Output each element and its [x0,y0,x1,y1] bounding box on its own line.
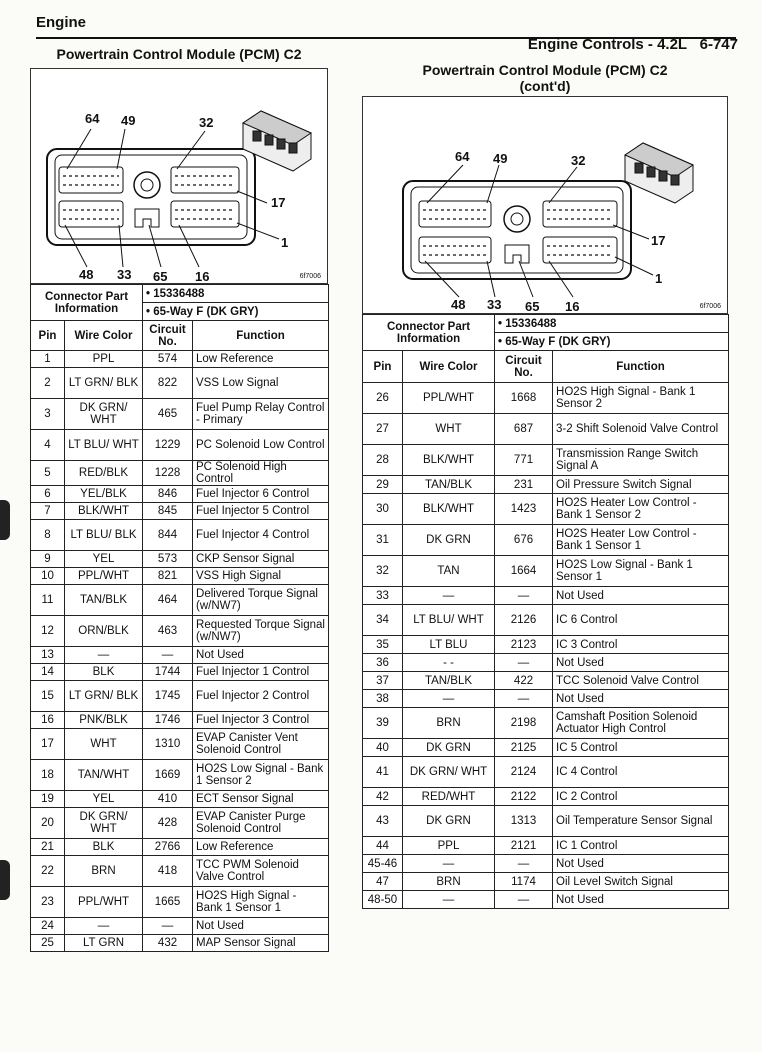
wire-color-cell: PPL/WHT [403,383,495,414]
right-title-cont: (cont'd) [519,78,571,94]
circuit-number-cell: 821 [143,568,193,585]
right-pin-rows [363,383,729,909]
table-row [363,414,729,445]
wire-color-cell: DK GRN [403,806,495,837]
pin-cell: 4 [31,430,65,461]
function-cell: IC 3 Control [553,636,729,654]
wire-color-cell: BLK/WHT [403,445,495,476]
connector-info-label: Connector Part Information [31,285,143,321]
table-row [363,587,729,605]
connector-drawing [31,69,328,283]
pin-cell: 3 [31,399,65,430]
right-panel [362,62,728,909]
table-row [31,918,329,935]
circuit-number-cell: 231 [495,476,553,494]
wire-color-cell: BLK/WHT [403,494,495,525]
table-row [31,887,329,918]
circuit-number-cell: — [495,891,553,909]
binding-mark [0,860,10,900]
pin-label-65: 65 [153,269,168,284]
pin-cell: 12 [31,616,65,647]
pin-cell: 6 [31,486,65,503]
connector-description: • 65-Way F (DK GRY) [143,303,329,321]
pin-cell: 7 [31,503,65,520]
circuit-number-cell: — [495,587,553,605]
function-cell: Not Used [193,918,329,935]
circuit-number-cell: 2124 [495,757,553,788]
col-header-function: Function [553,351,729,383]
pin-cell: 40 [363,739,403,757]
function-cell: Oil Pressure Switch Signal [553,476,729,494]
wire-color-cell: — [403,891,495,909]
pin-cell: 21 [31,839,65,856]
function-cell: IC 2 Control [553,788,729,806]
function-cell: Low Reference [193,351,329,368]
table-row [363,855,729,873]
pin-cell: 29 [363,476,403,494]
table-row [363,525,729,556]
wire-color-cell: LT GRN/ BLK [65,368,143,399]
function-cell: Not Used [553,587,729,605]
table-row [31,585,329,616]
table-row [31,647,329,664]
pin-label-64: 64 [455,149,470,164]
right-connector-diagram [362,96,728,314]
header-title: Engine Controls - 4.2L [527,36,688,53]
circuit-number-cell: 687 [495,414,553,445]
table-row [363,636,729,654]
table-row [31,856,329,887]
table-row [363,873,729,891]
function-cell: Fuel Injector 4 Control [193,520,329,551]
pin-cell: 23 [31,887,65,918]
function-cell: Fuel Injector 1 Control [193,664,329,681]
function-cell: IC 5 Control [553,739,729,757]
table-row [363,837,729,855]
wire-color-cell: YEL/BLK [65,486,143,503]
table-row [31,760,329,791]
circuit-number-cell: 574 [143,351,193,368]
wire-color-cell: YEL [65,551,143,568]
table-row [31,430,329,461]
pin-cell: 31 [363,525,403,556]
binding-mark [0,500,10,540]
wire-color-cell: PPL/WHT [65,568,143,585]
circuit-number-cell: 422 [495,672,553,690]
function-cell: EVAP Canister Vent Solenoid Control [193,729,329,760]
pin-cell: 38 [363,690,403,708]
page-header [528,36,738,53]
function-cell: Fuel Pump Relay Control - Primary [193,399,329,430]
pin-cell: 36 [363,654,403,672]
pin-label-17: 17 [651,233,666,248]
function-cell: Oil Temperature Sensor Signal [553,806,729,837]
circuit-number-cell: 2125 [495,739,553,757]
function-cell: 3-2 Shift Solenoid Valve Control [553,414,729,445]
pin-cell: 43 [363,806,403,837]
connector-description: • 65-Way F (DK GRY) [495,333,729,351]
wire-color-cell: DK GRN/ WHT [65,808,143,839]
col-header-function: Function [193,321,329,351]
pin-cell: 41 [363,757,403,788]
pin-cell: 1 [31,351,65,368]
wire-color-cell: WHT [403,414,495,445]
right-connector-info [363,315,729,383]
wire-color-cell: — [65,918,143,935]
pin-label-65: 65 [525,299,540,314]
pin-label-16: 16 [195,269,210,284]
connector-info-label: Connector Part Information [363,315,495,351]
pin-cell: 33 [363,587,403,605]
pin-label-48: 48 [79,267,94,282]
circuit-number-cell: 1744 [143,664,193,681]
circuit-number-cell: 844 [143,520,193,551]
table-row [31,681,329,712]
pin-cell: 15 [31,681,65,712]
wire-color-cell: — [403,587,495,605]
wire-color-cell: LT BLU/ WHT [65,430,143,461]
pin-cell: 22 [31,856,65,887]
function-cell: Not Used [553,690,729,708]
circuit-number-cell: — [495,855,553,873]
function-cell: Oil Level Switch Signal [553,873,729,891]
wire-color-cell: - - [403,654,495,672]
pin-label-49: 49 [121,113,136,128]
pin-cell: 17 [31,729,65,760]
figure-id: 6f7006 [699,303,721,310]
circuit-number-cell: 1174 [495,873,553,891]
right-panel-title [362,62,728,96]
pin-label-33: 33 [117,267,132,282]
function-cell: PC Solenoid Low Control [193,430,329,461]
function-cell: PC Solenoid High Control [193,461,329,486]
left-pinout-table [30,284,329,952]
col-header-wire: Wire Color [403,351,495,383]
wire-color-cell: PNK/BLK [65,712,143,729]
section-title: Engine [36,14,87,31]
pin-label-16: 16 [565,299,580,314]
circuit-number-cell: 465 [143,399,193,430]
table-row [363,476,729,494]
function-cell: Fuel Injector 2 Control [193,681,329,712]
function-cell: HO2S High Signal - Bank 1 Sensor 2 [553,383,729,414]
table-row [363,757,729,788]
circuit-number-cell: 1310 [143,729,193,760]
pin-cell: 26 [363,383,403,414]
table-row [31,399,329,430]
pin-cell: 34 [363,605,403,636]
circuit-number-cell: — [495,690,553,708]
pin-cell: 20 [31,808,65,839]
table-row [31,791,329,808]
wire-color-cell: TAN/BLK [403,476,495,494]
table-row [363,654,729,672]
wire-color-cell: ORN/BLK [65,616,143,647]
wire-color-cell: YEL [65,791,143,808]
function-cell: IC 4 Control [553,757,729,788]
table-row [31,503,329,520]
pin-label-32: 32 [571,153,586,168]
circuit-number-cell: 1665 [143,887,193,918]
function-cell: VSS High Signal [193,568,329,585]
wire-color-cell: BRN [403,708,495,739]
pin-cell: 42 [363,788,403,806]
function-cell: EVAP Canister Purge Solenoid Control [193,808,329,839]
table-row [31,461,329,486]
table-row [363,445,729,476]
circuit-number-cell: 1664 [495,556,553,587]
col-header-pin: Pin [363,351,403,383]
pin-label-1: 1 [281,235,289,250]
table-row [31,616,329,647]
table-row [31,664,329,681]
wire-color-cell: BLK [65,664,143,681]
table-row [363,891,729,909]
pin-cell: 16 [31,712,65,729]
pin-label-32: 32 [199,115,214,130]
circuit-number-cell: — [143,918,193,935]
circuit-number-cell: 1423 [495,494,553,525]
table-row [31,729,329,760]
circuit-number-cell: 2198 [495,708,553,739]
col-header-circuit: Circuit No. [143,321,193,351]
table-row [363,708,729,739]
table-row [31,808,329,839]
wire-color-cell: — [403,690,495,708]
circuit-number-cell: 845 [143,503,193,520]
circuit-number-cell: 428 [143,808,193,839]
circuit-number-cell: 410 [143,791,193,808]
function-cell: HO2S Low Signal - Bank 1 Sensor 2 [193,760,329,791]
circuit-number-cell: 464 [143,585,193,616]
table-row [31,351,329,368]
wire-color-cell: PPL [65,351,143,368]
pin-cell: 32 [363,556,403,587]
wire-color-cell: WHT [65,729,143,760]
circuit-number-cell: 1229 [143,430,193,461]
circuit-number-cell: 2121 [495,837,553,855]
table-row [363,739,729,757]
pin-label-64: 64 [85,111,100,126]
left-connector-diagram [30,68,328,284]
pin-cell: 13 [31,647,65,664]
pin-cell: 18 [31,760,65,791]
table-row [31,839,329,856]
pin-cell: 11 [31,585,65,616]
circuit-number-cell: 2766 [143,839,193,856]
wire-color-cell: — [65,647,143,664]
pin-cell: 14 [31,664,65,681]
function-cell: Not Used [193,647,329,664]
wire-color-cell: — [403,855,495,873]
pin-label-1: 1 [655,271,663,286]
function-cell: Camshaft Position Solenoid Actuator High Control [553,708,729,739]
circuit-number-cell: 1668 [495,383,553,414]
wire-color-cell: DK GRN [403,525,495,556]
table-row [363,788,729,806]
table-row [363,383,729,414]
table-row [363,672,729,690]
function-cell: HO2S Low Signal - Bank 1 Sensor 1 [553,556,729,587]
function-cell: MAP Sensor Signal [193,935,329,952]
wire-color-cell: LT BLU [403,636,495,654]
pin-label-33: 33 [487,297,502,312]
pin-cell: 45-46 [363,855,403,873]
right-pinout-table [362,314,729,909]
left-panel [30,46,328,952]
table-row [31,935,329,952]
left-pin-rows [31,351,329,952]
pin-cell: 24 [31,918,65,935]
circuit-number-cell: 1228 [143,461,193,486]
pin-label-49: 49 [493,151,508,166]
table-row [31,368,329,399]
circuit-number-cell: 771 [495,445,553,476]
pin-cell: 35 [363,636,403,654]
pin-cell: 47 [363,873,403,891]
wire-color-cell: BRN [403,873,495,891]
wire-color-cell: RED/WHT [403,788,495,806]
circuit-number-cell: 1746 [143,712,193,729]
function-cell: TCC PWM Solenoid Valve Control [193,856,329,887]
circuit-number-cell: — [143,647,193,664]
table-row [31,712,329,729]
pin-cell: 27 [363,414,403,445]
pin-cell: 44 [363,837,403,855]
figure-id: 6f7006 [299,273,321,280]
table-row [31,551,329,568]
wire-color-cell: TAN/BLK [403,672,495,690]
wire-color-cell: LT BLU/ WHT [403,605,495,636]
function-cell: Not Used [553,654,729,672]
table-row [31,520,329,551]
function-cell: Not Used [553,891,729,909]
wire-color-cell: TAN/WHT [65,760,143,791]
function-cell: Fuel Injector 6 Control [193,486,329,503]
wire-color-cell: PPL [403,837,495,855]
function-cell: TCC Solenoid Valve Control [553,672,729,690]
left-panel-title [30,46,328,68]
page-number: 6-747 [699,36,738,53]
wire-color-cell: LT GRN/ BLK [65,681,143,712]
wire-color-cell: LT GRN [65,935,143,952]
function-cell: VSS Low Signal [193,368,329,399]
pin-cell: 5 [31,461,65,486]
circuit-number-cell: 2126 [495,605,553,636]
wire-color-cell: BLK/WHT [65,503,143,520]
function-cell: Not Used [553,855,729,873]
circuit-number-cell: 418 [143,856,193,887]
wire-color-cell: DK GRN/ WHT [65,399,143,430]
circuit-number-cell: 676 [495,525,553,556]
function-cell: HO2S Heater Low Control - Bank 1 Sensor 2 [553,494,729,525]
function-cell: CKP Sensor Signal [193,551,329,568]
function-cell: HO2S Heater Low Control - Bank 1 Sensor 1 [553,525,729,556]
pin-cell: 30 [363,494,403,525]
pin-cell: 28 [363,445,403,476]
pin-cell: 10 [31,568,65,585]
table-row [363,806,729,837]
left-title-text: Powertrain Control Module (PCM) C2 [56,46,302,62]
function-cell: ECT Sensor Signal [193,791,329,808]
pin-cell: 37 [363,672,403,690]
connector-part-number: • 15336488 [143,285,329,303]
pin-cell: 9 [31,551,65,568]
wire-color-cell: TAN/BLK [65,585,143,616]
table-row [31,568,329,585]
pin-label-17: 17 [271,195,286,210]
circuit-number-cell: 2123 [495,636,553,654]
wire-color-cell: DK GRN [403,739,495,757]
pin-cell: 39 [363,708,403,739]
pin-cell: 8 [31,520,65,551]
function-cell: Transmission Range Switch Signal A [553,445,729,476]
wire-color-cell: DK GRN/ WHT [403,757,495,788]
function-cell: Fuel Injector 3 Control [193,712,329,729]
col-header-wire: Wire Color [65,321,143,351]
circuit-number-cell: 573 [143,551,193,568]
function-cell: IC 6 Control [553,605,729,636]
pin-cell: 48-50 [363,891,403,909]
table-row [363,494,729,525]
wire-color-cell: LT BLU/ BLK [65,520,143,551]
circuit-number-cell: 2122 [495,788,553,806]
col-header-pin: Pin [31,321,65,351]
circuit-number-cell: 846 [143,486,193,503]
pin-label-48: 48 [451,297,466,312]
pin-cell: 2 [31,368,65,399]
circuit-number-cell: 822 [143,368,193,399]
function-cell: Delivered Torque Signal (w/NW7) [193,585,329,616]
function-cell: HO2S High Signal - Bank 1 Sensor 1 [193,887,329,918]
connector-drawing [363,97,728,313]
table-header-row [31,321,329,351]
circuit-number-cell: 1669 [143,760,193,791]
function-cell: Requested Torque Signal (w/NW7) [193,616,329,647]
wire-color-cell: BRN [65,856,143,887]
circuit-number-cell: 1745 [143,681,193,712]
pin-cell: 19 [31,791,65,808]
table-row [363,690,729,708]
function-cell: Low Reference [193,839,329,856]
function-cell: IC 1 Control [553,837,729,855]
circuit-number-cell: 463 [143,616,193,647]
table-row [363,556,729,587]
right-title-text: Powertrain Control Module (PCM) C2 [422,62,668,78]
pin-cell: 25 [31,935,65,952]
table-row [363,605,729,636]
wire-color-cell: PPL/WHT [65,887,143,918]
circuit-number-cell: 432 [143,935,193,952]
wire-color-cell: BLK [65,839,143,856]
col-header-circuit: Circuit No. [495,351,553,383]
connector-part-number: • 15336488 [495,315,729,333]
table-header-row [363,351,729,383]
wire-color-cell: RED/BLK [65,461,143,486]
table-row [31,486,329,503]
function-cell: Fuel Injector 5 Control [193,503,329,520]
circuit-number-cell: — [495,654,553,672]
wire-color-cell: TAN [403,556,495,587]
left-connector-info [31,285,329,351]
circuit-number-cell: 1313 [495,806,553,837]
